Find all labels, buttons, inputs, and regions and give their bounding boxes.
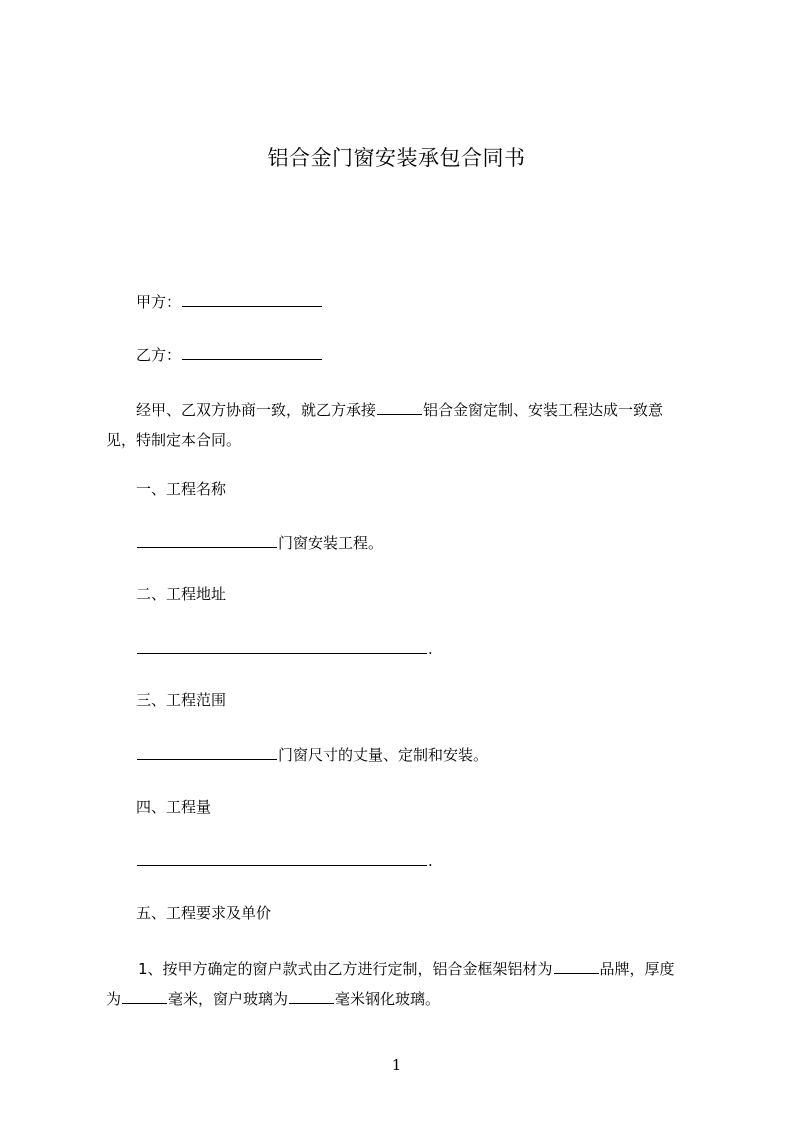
party-b-label: 乙方：: [136, 346, 182, 364]
project-name-blank: [137, 531, 277, 548]
section4-tail: .: [428, 852, 433, 870]
section3-text: 门窗尺寸的丈量、定制和安装。: [278, 746, 489, 764]
section4-body: [136, 849, 433, 872]
page-number: 1: [391, 1056, 402, 1074]
brand-blank: [554, 957, 599, 974]
document-title: 铝合金门窗安装承包合同书: [267, 146, 526, 170]
section2-tail: .: [428, 640, 433, 658]
party-a-blank: [182, 290, 322, 307]
intro-text-part2: 铝合金窗定制、安装工程达成一致意: [423, 401, 664, 419]
section1-heading: 一、工程名称: [136, 480, 227, 498]
glass-thickness-blank: [289, 987, 334, 1004]
section4-heading: 四、工程量: [136, 798, 212, 816]
section5-heading: 五、工程要求及单价: [136, 904, 272, 922]
item1-line-1: [106, 954, 716, 984]
intro-line-2: 见，特制定本合同。: [106, 431, 242, 449]
section3-body: [136, 743, 488, 766]
item1-line-2: [106, 984, 716, 1014]
party-b-line: [136, 343, 323, 366]
project-address-blank: [137, 637, 427, 654]
item1-paragraph: [106, 954, 716, 1014]
item1-text-part2: 品牌，厚度: [599, 960, 675, 978]
intro-text-part1: 经甲、乙双方协商一致，就乙方承接: [136, 401, 377, 419]
project-quantity-blank: [137, 849, 427, 866]
section2-body: [136, 637, 433, 660]
item1-text-part1: 1、按甲方确定的窗户款式由乙方进行定制，铝合金框架铝材为: [138, 960, 553, 978]
party-b-blank: [182, 343, 322, 360]
section3-heading: 三、工程范围: [136, 691, 227, 709]
item1-line2-part3: 毫米钢化玻璃。: [335, 990, 441, 1008]
thickness-blank: [122, 987, 167, 1004]
item1-line2-part2: 毫米，窗户玻璃为: [168, 990, 289, 1008]
intro-paragraph: [106, 395, 716, 455]
intro-line-1: [106, 395, 716, 425]
project-scope-blank: [137, 743, 277, 760]
party-a-line: [136, 290, 323, 313]
section1-body: [136, 531, 383, 554]
section2-heading: 二、工程地址: [136, 585, 227, 603]
party-a-label: 甲方：: [136, 293, 182, 311]
section1-text: 门窗安装工程。: [278, 534, 384, 552]
intro-blank: [377, 398, 422, 415]
item1-line2-part1: 为: [106, 990, 122, 1008]
